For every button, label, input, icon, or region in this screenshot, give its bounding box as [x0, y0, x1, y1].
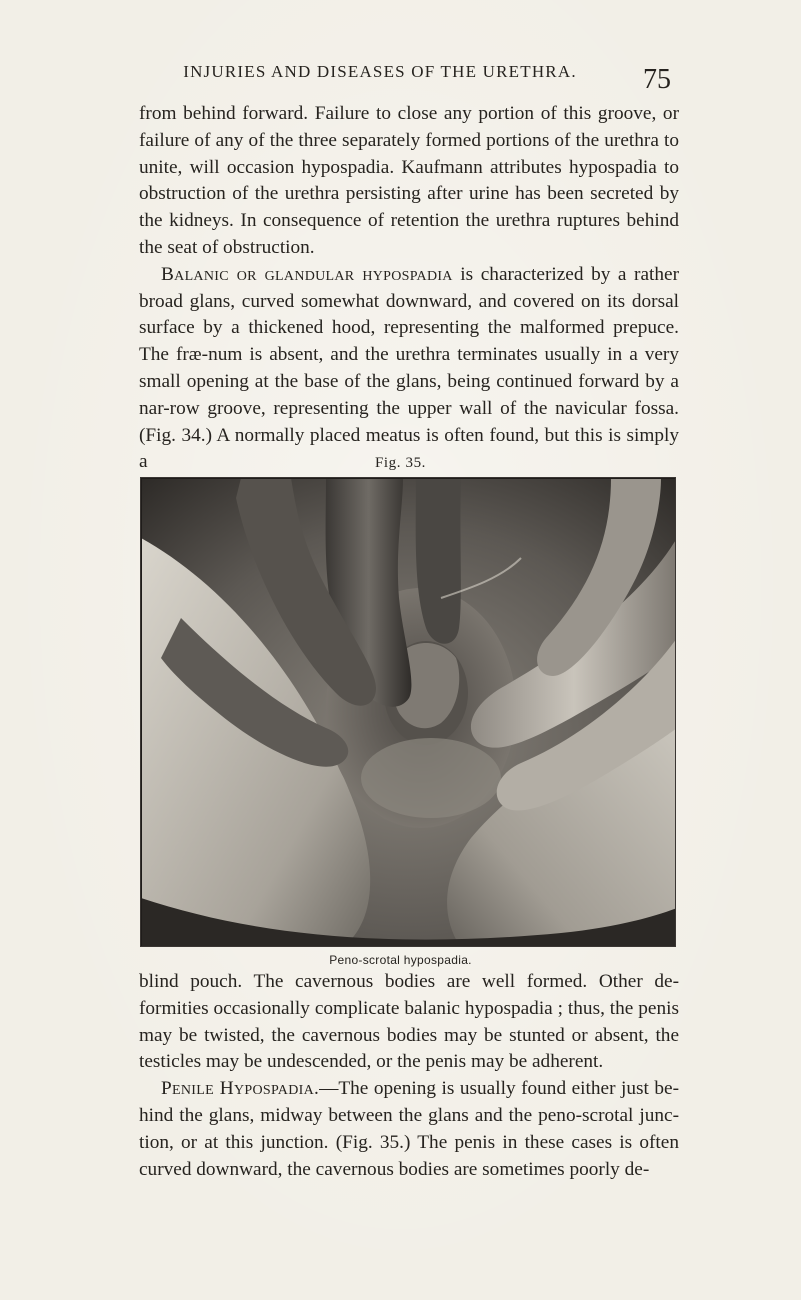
paragraph-body-text: is characterized by a rather broad glans, curved somewhat downward, and covered on its dorsal surface by a thickened hood, representing the malformed prepuce. The fræ-num is absent, and the urethra terminates usually in a very small opening at the base of the glans, being continued forward by a nar-row groove, representing the upper wall of the navicular fossa. (Fig. 34.) A normally placed meatus is often found, but this is simply a	[139, 263, 680, 473]
paragraph-body-text: —The opening is usually found either just be-hind the glans, midway between the glans and the peno-scrotal junc-tion, or at this junction. (Fig. 35.) The penis in these cases is often curved downward, the cavernous bodies are sometimes poorly de-	[139, 1078, 680, 1180]
section-heading-penile: Penile Hypospadia.	[161, 1078, 320, 1100]
paragraph-penile-hypospadia	[139, 1076, 679, 1183]
running-head: INJURIES AND DISEASES OF THE URETHRA.	[183, 62, 577, 81]
section-heading-balanic: Balanic or glandular hypospadia	[161, 263, 453, 285]
paragraph-blind-pouch: blind pouch. The cavernous bodies are well formed. Other de-formities occasionally complicate balanic hypospadia ; thus, the penis may be twisted, the cavernous bodies may be stunted or absent, the testicles may be undescended, or the penis may be adherent.	[139, 971, 679, 1073]
peno-scrotal-photo-image	[141, 478, 676, 947]
paragraph-balanic-hypospadia	[139, 262, 679, 476]
figure-photograph	[140, 477, 676, 947]
text-block-top	[139, 101, 679, 476]
text-block-bottom	[139, 969, 679, 1183]
page-number: 75	[643, 64, 671, 95]
figure-caption: Peno-scrotal hypospadia.	[329, 953, 472, 967]
paragraph-hypospadia-origin: from behind forward. Failure to close any portion of this groove, or failure of any of the three separately formed portions of the urethra to unite, will occasion hypospadia. Kaufmann attributes hypospadia to obstruction of the urethra persisting after urine has been secreted by the kidneys. In consequence of retention the urethra ruptures behind the seat of obstruction.	[139, 103, 679, 258]
figure-label: Fig. 35.	[374, 455, 427, 471]
